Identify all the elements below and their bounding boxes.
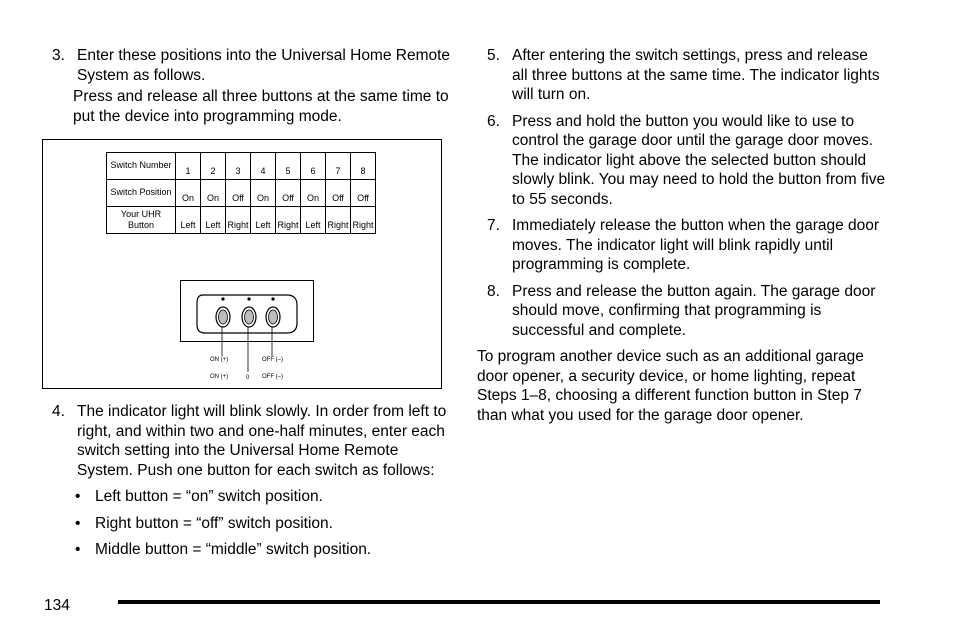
step-8 bbox=[487, 282, 887, 341]
step-text: After entering the switch settings, press and release all three buttons at the same time. The indicator lights will turn on. bbox=[512, 47, 880, 103]
uhr-button: Left bbox=[251, 207, 276, 234]
step-number: 4. bbox=[52, 403, 65, 420]
list-item: • Middle button = “middle” switch position. bbox=[75, 541, 372, 558]
uhr-button: Right bbox=[276, 207, 301, 234]
step-6 bbox=[487, 112, 887, 210]
switch-number: 4 bbox=[251, 153, 276, 180]
page-number: 134 bbox=[44, 597, 70, 614]
switch-number: 5 bbox=[276, 153, 301, 180]
step-text: The indicator light will blink slowly. In order from left to right, and within two and one-half minutes, enter each switch setting into the Universal Home Remote System. Push one button for each switch as follows: bbox=[77, 403, 447, 479]
step-number: 3. bbox=[52, 47, 65, 64]
step-3-note: Press and release all three buttons at the same time to put the device into programming mode. bbox=[73, 88, 449, 125]
switch-number: 8 bbox=[351, 153, 376, 180]
list-item: • Right button = “off” switch position. bbox=[75, 514, 333, 532]
switch-position: Off bbox=[226, 180, 251, 207]
step-5 bbox=[487, 46, 887, 105]
closing-paragraph: To program another device such as an additional garage door opener, a security device, or home lighting, repeat Steps 1–8, choosing a different function button in Step 7 than what you used for the garage door opener. bbox=[477, 348, 864, 424]
uhr-button: Right bbox=[226, 207, 251, 234]
on-label: ON (+) bbox=[210, 357, 229, 363]
switch-settings-figure bbox=[42, 139, 442, 389]
switch-number: 6 bbox=[301, 153, 326, 180]
step-text: Enter these positions into the Universal Home Remote System as follows. bbox=[77, 47, 451, 84]
switch-position: Off bbox=[276, 180, 301, 207]
uhr-button: Right bbox=[326, 207, 351, 234]
right-column bbox=[477, 46, 887, 425]
switch-position: On bbox=[201, 180, 226, 207]
switch-position: On bbox=[251, 180, 276, 207]
list-item: • Left button = “on” switch position. bbox=[75, 488, 323, 505]
switch-number: 2 bbox=[201, 153, 226, 180]
uhr-button: Right bbox=[351, 207, 376, 234]
switch-position: Off bbox=[351, 180, 376, 207]
bullet-icon: • bbox=[75, 541, 81, 558]
step-number: 8. bbox=[487, 282, 500, 300]
row-label: Switch Number bbox=[107, 153, 176, 180]
step-text: Immediately release the button when the garage door moves. The indicator light will blink rapidly until programming is complete. bbox=[512, 217, 880, 273]
left-column-lower bbox=[52, 402, 452, 560]
uhr-button: Left bbox=[201, 207, 226, 234]
bullet-icon: • bbox=[75, 488, 81, 505]
row-label: Switch Position bbox=[107, 180, 176, 207]
switch-position: On bbox=[176, 180, 201, 207]
off-label: OFF (–) bbox=[262, 374, 283, 380]
left-column bbox=[52, 46, 452, 126]
step-number: 6. bbox=[487, 112, 500, 130]
step-7 bbox=[487, 216, 887, 275]
on-label: ON (+) bbox=[210, 374, 229, 380]
uhr-button: Left bbox=[301, 207, 326, 234]
button-list bbox=[52, 487, 452, 560]
uhr-button: Left bbox=[176, 207, 201, 234]
switch-number: 7 bbox=[326, 153, 351, 180]
leader-lines bbox=[43, 140, 443, 390]
step-text: Press and release the button again. The garage door should move, confirming that programming is successful and complete. bbox=[512, 282, 876, 339]
switch-position: Off bbox=[326, 180, 351, 207]
step-number: 7. bbox=[487, 217, 500, 234]
step-4 bbox=[52, 402, 452, 480]
step-3 bbox=[52, 46, 452, 85]
row-label: Your UHR Button bbox=[107, 207, 176, 234]
step-text: Press and hold the button you would like to use to control the garage door until the garage door moves. The indicator light above the selected button should slowly blink. You may need to hold the button from five to 55 seconds. bbox=[512, 112, 886, 208]
bullet-icon: • bbox=[75, 514, 81, 532]
off-label: OFF (–) bbox=[262, 357, 283, 363]
switch-position: On bbox=[301, 180, 326, 207]
step-number: 5. bbox=[487, 47, 500, 64]
switch-number: 3 bbox=[226, 153, 251, 180]
zero-label: 0 bbox=[246, 375, 250, 381]
switch-number: 1 bbox=[176, 153, 201, 180]
footer-rule bbox=[118, 600, 880, 604]
